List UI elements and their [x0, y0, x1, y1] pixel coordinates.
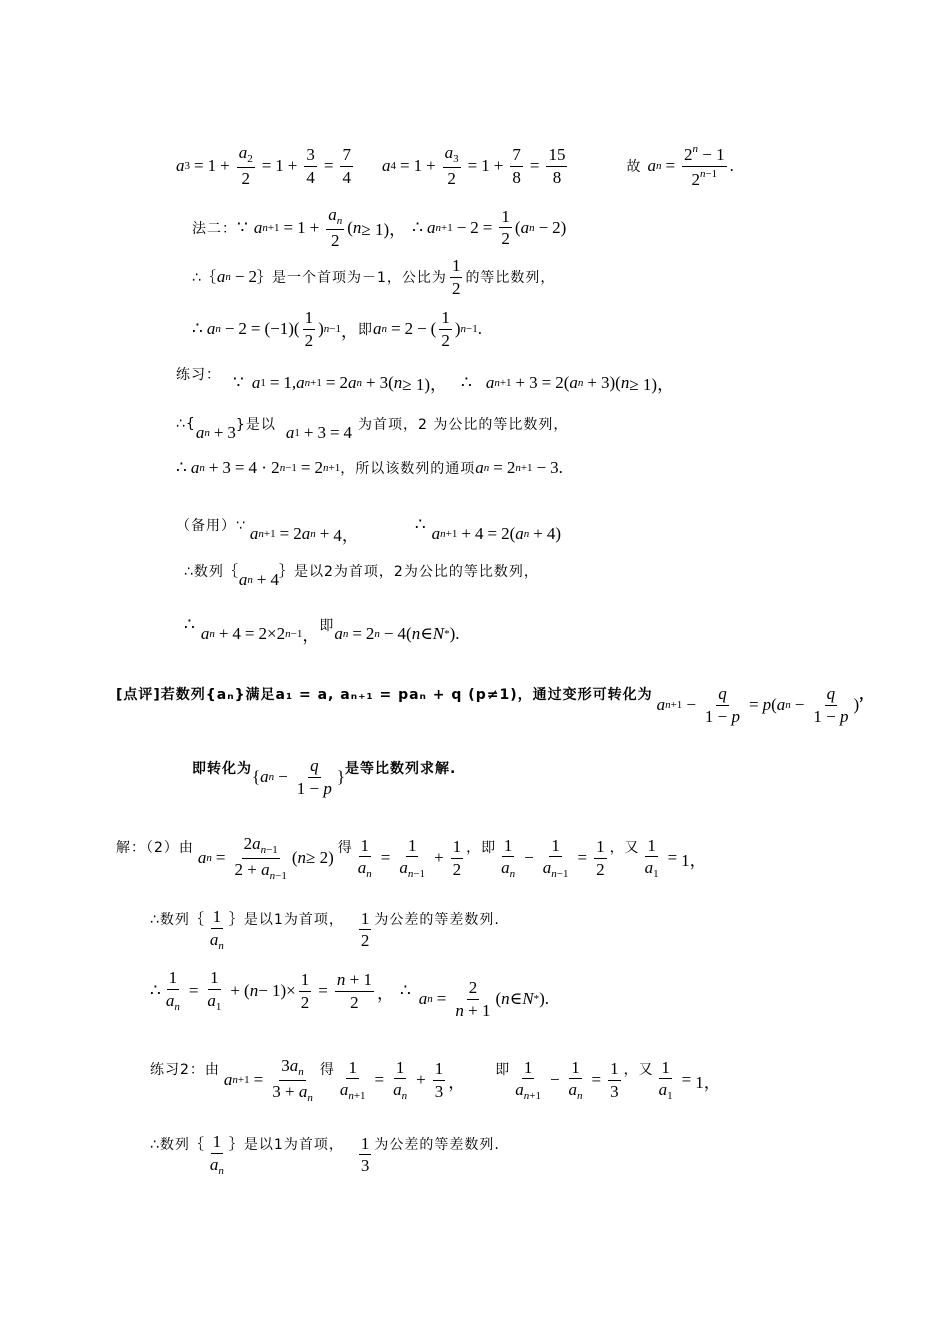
text-post: ｝是以1为首项，: [228, 911, 344, 928]
formula-difference: $\frac{1}{a_n}$ − $\frac{1}{a_{n-1}}$ = $\frac{1}{2}$: [501, 835, 605, 881]
text-post: ｝是一个首项为－1，公比为: [257, 270, 447, 287]
formula-reciprocal: $\frac{1}{a_n}$ = $\frac{1}{a_{n-1}}$ + $\frac{1}{2}$: [357, 835, 462, 881]
formula-recurrence: ∵ a n+1 = 1 + $\frac{a_n}{2}$ ( n ≥ 1)，: [237, 205, 407, 250]
line-2: [192, 205, 566, 250]
text-end: 的等比数列，: [465, 270, 556, 287]
line-16: [150, 1034, 721, 1104]
word-de: 得: [337, 840, 353, 857]
text-end: 为首项，2 为公比的等比数列，: [358, 417, 569, 433]
line-8: （备用）∵ a n+1 = 2 a n + 4， ∴ a n+1 + 4 = 2( a n + 4): [176, 514, 561, 545]
word-ji: 即: [495, 1062, 511, 1079]
text-pre: ∴｛: [192, 270, 217, 287]
formula-practice2-reciprocal: $\frac{1}{a_{n+1}}$ = $\frac{1}{a_n}$ + $\frac{1}{3}$ ，: [339, 1057, 466, 1103]
formula-shifted: ∴ a n+1 − 2 = $\frac{1}{2}$ ( a n − 2): [412, 206, 567, 249]
line-5: [176, 352, 674, 395]
formula-given: a n = $\frac{2a_{n-1}}{2 + a_{n-1}}$ ( n ≥ 2): [197, 834, 334, 882]
line-6: ∴{ a n + 3 }是以 a 1 + 3 = 4 为首项，2 为公比的等比数列，: [176, 416, 569, 442]
comment-tail: ，: [859, 687, 875, 704]
comment-head: [点评]若数列{aₙ}满足a₁ = a, aₙ₊₁ = paₙ + q (p≠1)，通过变形可转化为: [116, 687, 653, 704]
word-ji: 即: [319, 617, 335, 634]
text-pre: ∴数列｛: [184, 564, 239, 580]
formula-an-backup: a n = 2 n − 4( n ∈ N * ).: [334, 623, 460, 643]
text-post: }是以: [235, 417, 276, 433]
practice-label: 练习：: [176, 366, 221, 383]
text-post: ｝是以2为首项，2为公比的等比数列，: [279, 564, 539, 580]
backup-label: （备用）∵: [176, 517, 246, 534]
line-9: ∴数列｛ a n + 4 ｝是以2为首项，2为公比的等比数列，: [184, 552, 539, 590]
word-ji: ，即: [466, 840, 497, 857]
line-13: [116, 812, 707, 882]
formula-an-general: a n = $\frac{2^n - 1}{2^{n-1}}$ .: [647, 143, 734, 189]
formula-a4: a 4 = 1 + $\frac{a_3}{2}$ = 1 + $\frac{7}{8}$ = $\frac{15}{8}$: [381, 143, 566, 189]
text-post: ｝是以1为首项，: [228, 1136, 344, 1153]
text-general-term: ，所以该数列的通项: [340, 461, 476, 477]
formula-practice2-initial: $\frac{1}{a_1}$ = 1，: [658, 1057, 721, 1103]
text-end: 为公差的等差数列.: [374, 1136, 500, 1153]
formula-comment: a n+1 − $\frac{q}{1 - p}$ = p ( a n − $\frac{q}{1 - p}$ ): [656, 684, 860, 726]
line-11-comment: [116, 662, 874, 726]
formula-an-solution: ∴ a n = $\frac{2}{n + 1}$ ( n ∈ N * ).: [399, 978, 550, 1020]
formula-an-result: a n = 2 − ( $\frac{1}{2}$ ) n−1 .: [372, 308, 482, 350]
formula-seq: { a n − $\frac{q}{1 - p}$ }: [252, 756, 346, 798]
formula-practice-shifted: ∴ a n+1 + 3 = 2( a n + 3)( n ≥ 1)，: [461, 372, 675, 394]
word-you: ，又: [609, 840, 640, 857]
formula-a3: a 3 = 1 + $\frac{a_2}{2}$ = 1 + $\frac{3}{4}$ = $\frac{7}{4}$: [176, 143, 351, 189]
text-pre: ∴数列｛: [150, 911, 205, 928]
line-14: ∴数列｛ $\frac{1}{a_n}$ ｝是以1为首项， $\frac{1}{2}$ 为公差的等差数列.: [150, 907, 500, 952]
line-17: ∴数列｛ $\frac{1}{a_n}$ ｝是以1为首项， $\frac{1}{3}$ 为公差的等差数列.: [150, 1132, 500, 1177]
line-12: [192, 738, 456, 798]
formula-practice2-difference: $\frac{1}{a_{n+1}}$ − $\frac{1}{a_n}$ = $\frac{1}{3}$: [515, 1057, 619, 1103]
word-de: 得: [319, 1062, 335, 1079]
formula-practice-recurrence: ∵ a 1 = 1, a n+1 = 2 a n + 3( n ≥ 1)，: [233, 372, 447, 394]
formula-an-plus-3: ∴ a n + 3 = 4 · 2 n−1 = 2 n+1: [176, 458, 341, 477]
text-post: 是等比数列求解.: [345, 761, 457, 778]
formula-initial: $\frac{1}{a_1}$ = 1，: [644, 835, 707, 881]
practice2-label: 练习2：由: [150, 1062, 220, 1079]
text-end: 为公差的等差数列.: [374, 911, 500, 928]
solution-label: 解：（2）由: [116, 840, 194, 857]
line-3: ∴｛ a n − 2 ｝是一个首项为－1，公比为 $\frac{1}{2}$ 的等比数列，: [192, 256, 556, 298]
word-you: ，又: [623, 1062, 654, 1079]
text-pre: ∴数列｛: [150, 1136, 205, 1153]
formula-an-general-term: a n = 2 n+1 − 3.: [475, 458, 563, 477]
line-15: [150, 962, 549, 1020]
text-pre: 即转化为: [192, 761, 252, 778]
formula-an-minus-2: ∴ a n − 2 = (−1)( $\frac{1}{2}$ ) n−1 ，: [192, 308, 358, 350]
method-two-label: 法二：: [192, 220, 237, 237]
word-ji: 即: [357, 322, 373, 339]
line-4: [192, 308, 482, 350]
word-gu: 故: [626, 159, 642, 176]
line-7: [176, 458, 563, 478]
formula-practice2-given: a n+1 = $\frac{3a_n}{3 + a_n}$: [223, 1056, 313, 1104]
line-1: [176, 143, 734, 189]
text-pre: ∴{: [176, 416, 196, 432]
formula-an-plus-4: ∴ a n + 4 = 2×2 n−1 ，: [184, 614, 320, 645]
line-10: [184, 603, 460, 646]
formula-reciprocal-general: ∴ $\frac{1}{a_n}$ = $\frac{1}{a_1}$ + ( n − 1)× $\frac{1}{2}$ = $\frac{n + 1}{2}$ ，: [150, 968, 394, 1013]
